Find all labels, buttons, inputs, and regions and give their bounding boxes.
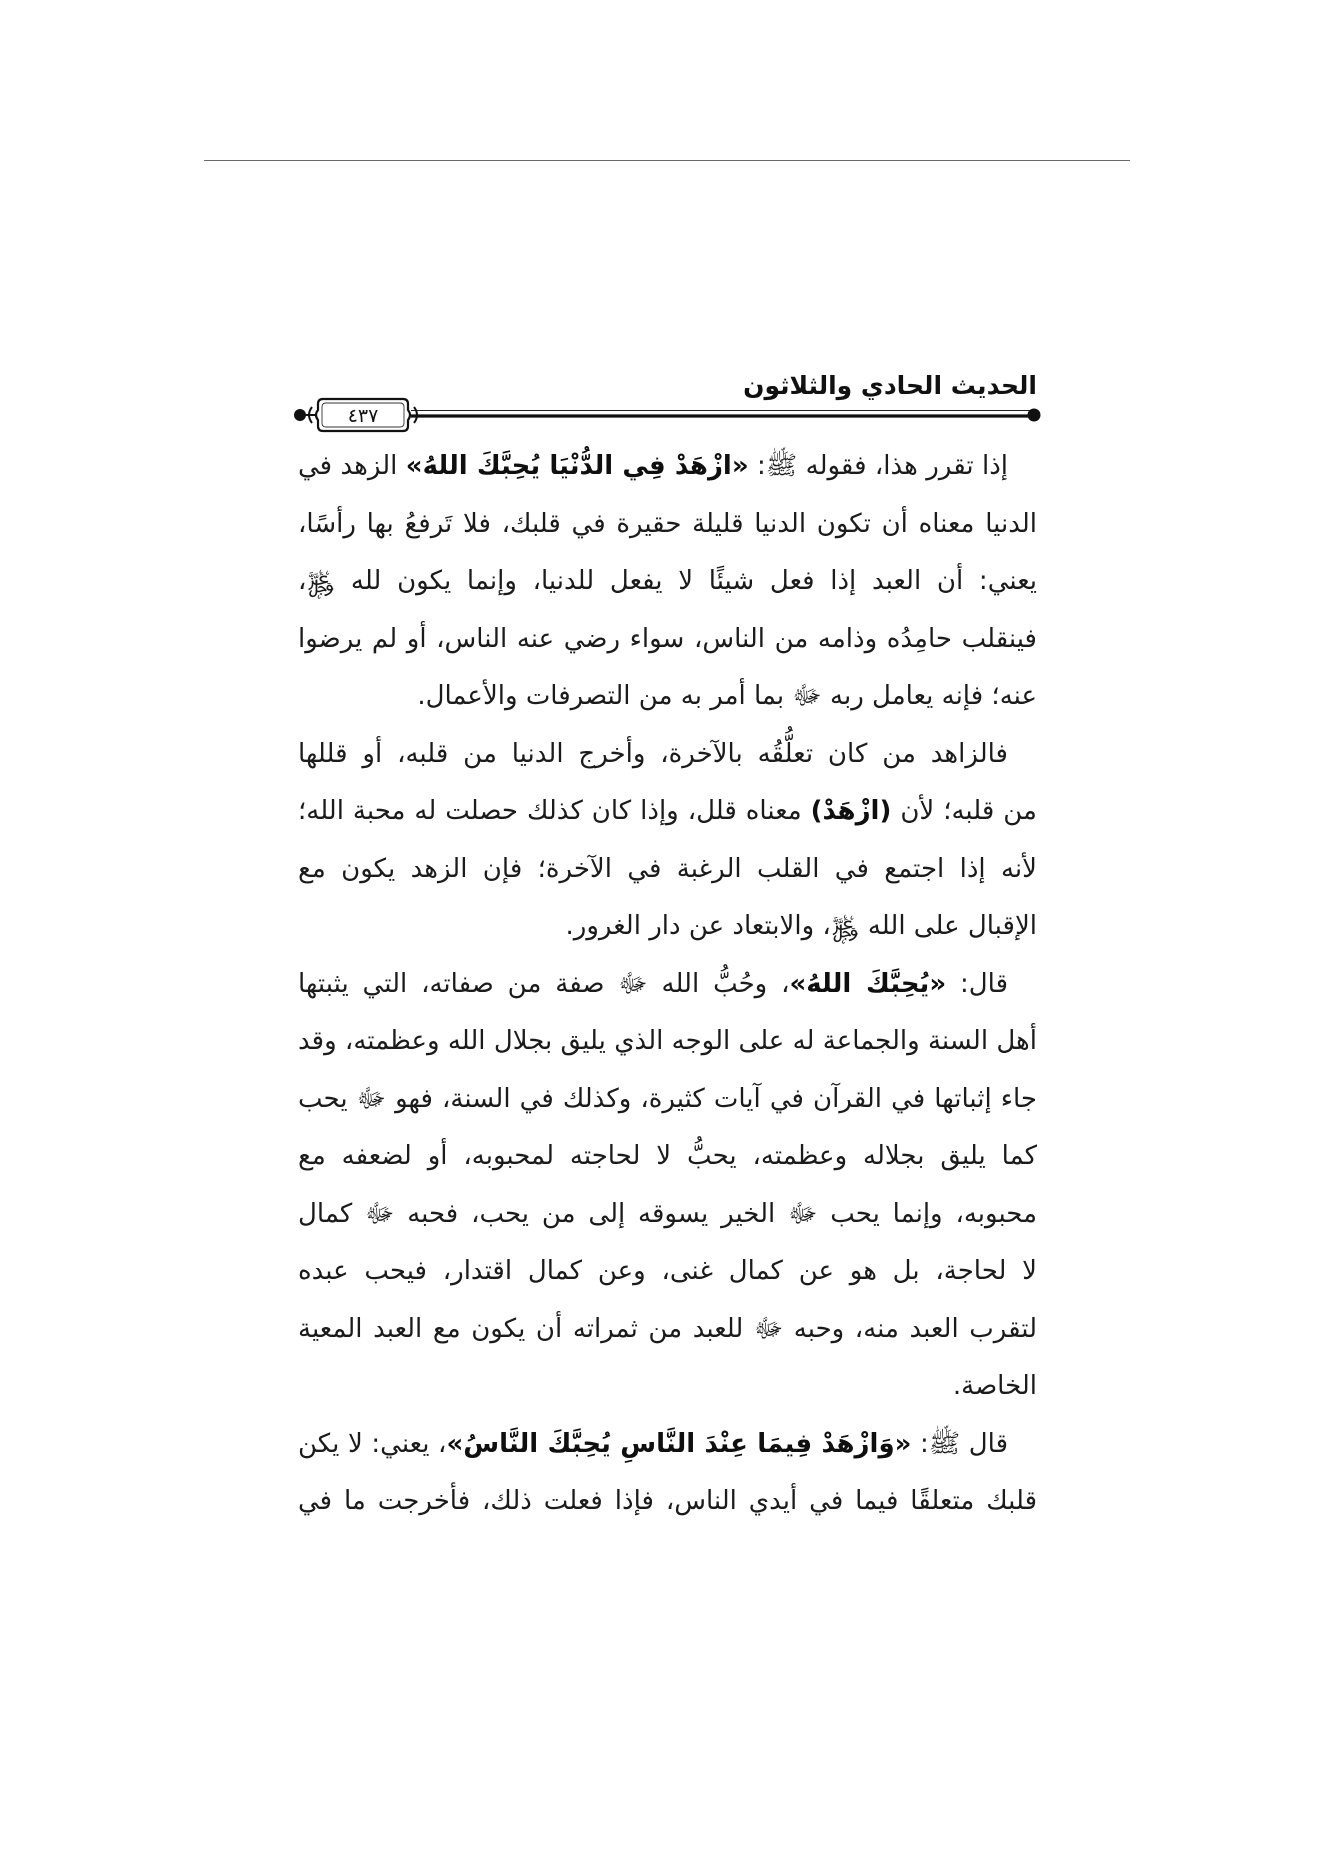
text-run: فينقلب حامِدُه وذامه من الناس، سواء رضي عنه الناس، أو لم يرضوا <box>298 623 1037 654</box>
paragraph <box>298 438 1037 726</box>
page-number: ٤٣٧ <box>347 405 379 427</box>
text-line <box>298 841 1037 899</box>
text-line <box>298 1243 1037 1301</box>
hadith-quote: «يُحِبَّكَ اللهُ» <box>789 968 947 999</box>
text-run: عنه؛ فإنه يعامل ربه ﷻ بما أمر به من التصرفات والأعمال. <box>417 681 1037 711</box>
text-line <box>298 726 1037 784</box>
text-run: فالزاهد من كان تعلُّقُه بالآخرة، وأخرج الدنيا من قلبه، أو قللها <box>298 738 1008 769</box>
text-line <box>298 898 1037 956</box>
hadith-quote: «ازْهَدْ فِي الدُّنْيَا يُحِبَّكَ اللهُ» <box>405 451 749 481</box>
paragraph <box>298 956 1037 1416</box>
text-run: الزهد في <box>298 451 406 481</box>
text-run: كما يليق بجلاله وعظمته، يحبُّ لا لحاجته لمحبوبه، أو لضعفه مع <box>298 1141 1037 1171</box>
text-line <box>298 1013 1037 1071</box>
hadith-quote: «وَازْهَدْ فِيمَا عِنْدَ النَّاسِ يُحِبَّكَ النَّاسُ» <box>446 1428 912 1459</box>
text-run: لتقرب العبد منه، وحبه ﷻ للعبد من ثمراته أن يكون مع العبد المعية <box>298 1313 1037 1344</box>
running-title: الحديث الحادي والثلاثون <box>743 371 1037 400</box>
text-line <box>298 668 1037 726</box>
text-run: أهل السنة والجماعة له على الوجه الذي يليق بجلال الله وعظمته، وقد <box>298 1026 1037 1056</box>
text-run: جاء إثباتها في القرآن في آيات كثيرة، وكذلك في السنة، فهو ﷻ يحب <box>298 1083 1037 1114</box>
text-run: قال: <box>946 968 1008 999</box>
text-line <box>298 1473 1037 1531</box>
text-line <box>298 1186 1037 1244</box>
text-line <box>298 1301 1037 1359</box>
text-run: محبوبه، وإنما يحب ﷻ الخير يسوقه إلى من يحب، فحبه ﷻ كمال <box>298 1198 1037 1229</box>
paragraph <box>298 726 1037 956</box>
text-run: ، وحُبُّ الله ﷻ صفة من صفاته، التي يثبتها <box>298 968 790 999</box>
text-line <box>298 783 1037 841</box>
text-run: يعني: أن العبد إذا فعل شيئًا لا يفعل للدنيا، وإنما يكون لله ﷿، <box>298 566 1037 596</box>
text-run: من قلبه؛ لأن <box>891 796 1037 826</box>
text-run: الدنيا معناه أن تكون الدنيا قليلة حقيرة في قلبك، فلا تَرفعُ بها رأسًا، <box>298 508 1037 539</box>
ornament-right-dot <box>1028 409 1041 422</box>
paragraph <box>298 1416 1037 1531</box>
text-run: الإقبال على الله ﷿، والابتعاد عن دار الغرور. <box>565 911 1037 941</box>
text-run: قال ﷺ: <box>911 1428 1008 1459</box>
text-line <box>298 956 1037 1014</box>
text-line <box>298 1128 1037 1186</box>
text-run: ، يعني: لا يكن <box>298 1428 447 1459</box>
text-run: قلبك متعلقًا فيما في أيدي الناس، فإذا فعلت ذلك، فأخرجت ما في <box>298 1486 1037 1516</box>
text-run: لأنه إذا اجتمع في القلب الرغبة في الآخرة؛ فإن الزهد يكون مع <box>298 853 1037 884</box>
text-line <box>298 438 1037 496</box>
text-run: لا لحاجة، بل هو عن كمال غنى، وعن كمال اقتدار، فيحب عبده <box>298 1256 1037 1286</box>
text-line <box>298 496 1037 554</box>
body-text <box>298 438 1037 1531</box>
text-line <box>298 1358 1037 1416</box>
text-line <box>298 1071 1037 1129</box>
text-run: إذا تقرر هذا، فقوله ﷺ: <box>748 451 1009 481</box>
text-line <box>298 611 1037 669</box>
ornament-left-dot <box>294 409 306 421</box>
text-line <box>298 1416 1037 1474</box>
hadith-quote: (ازْهَدْ) <box>810 796 892 826</box>
text-run: الخاصة. <box>952 1371 1037 1401</box>
text-line <box>298 553 1037 611</box>
header-ornament-rule <box>290 395 1045 435</box>
top-rule <box>204 160 1130 161</box>
text-run: معناه قلل، وإذا كان كذلك حصلت له محبة الله؛ <box>298 796 811 826</box>
